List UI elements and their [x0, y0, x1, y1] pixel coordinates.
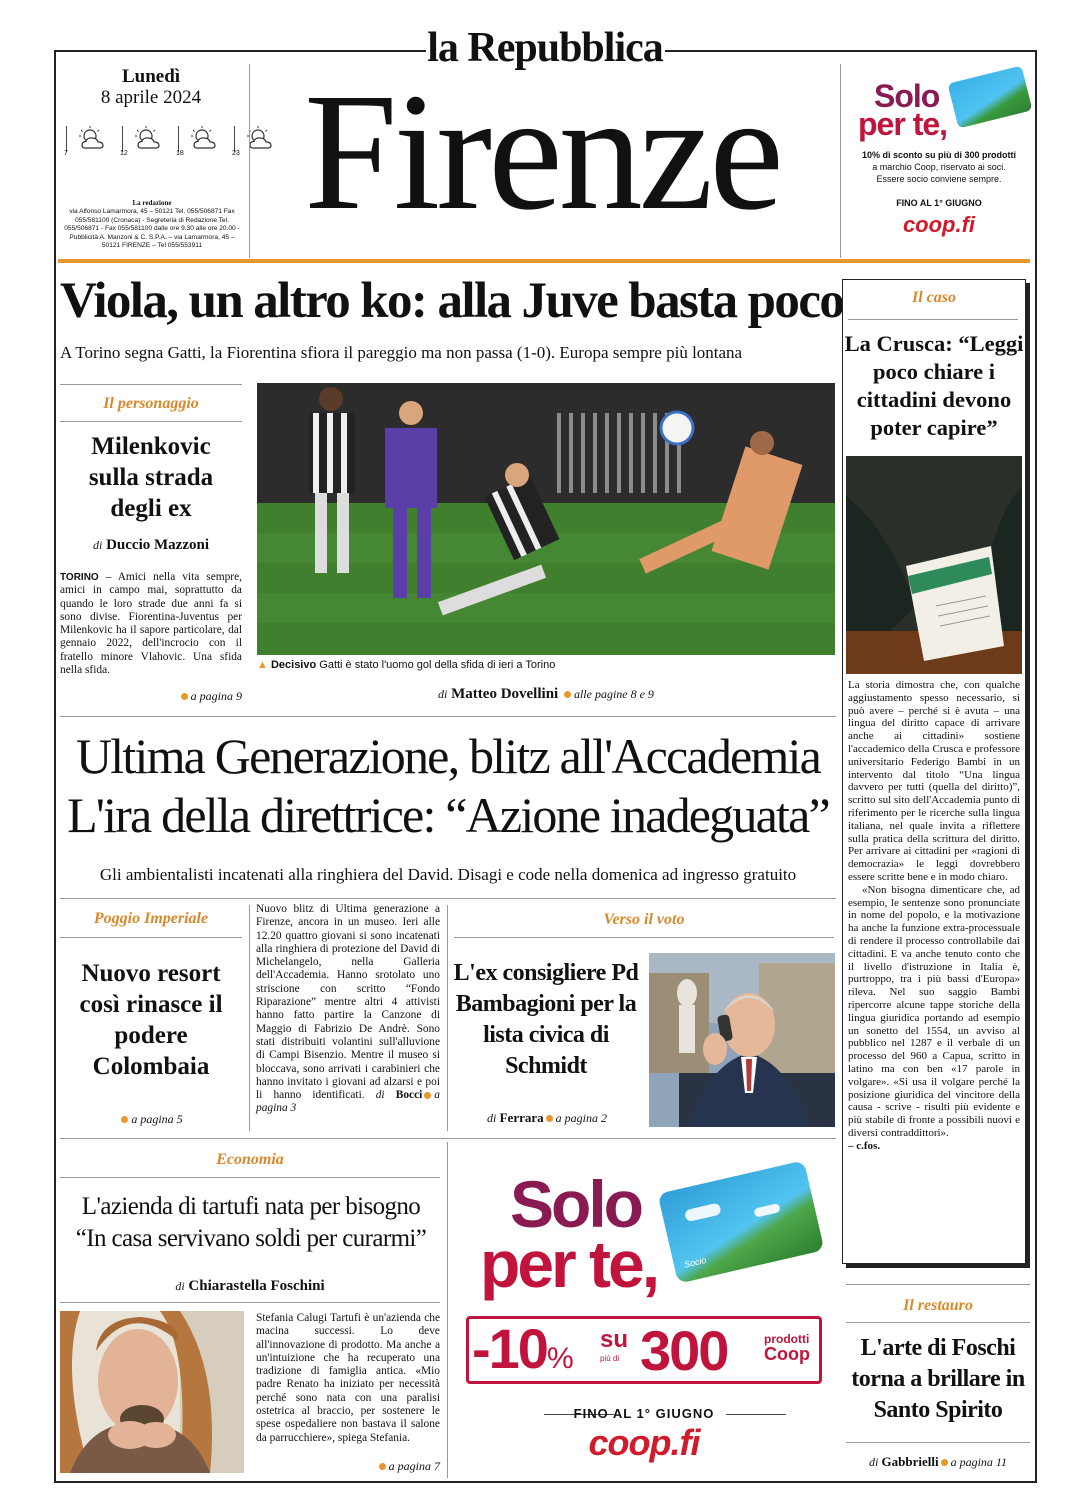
- big-ad-percent: %: [546, 1342, 574, 1375]
- page-bottom-rule: [54, 1481, 1037, 1483]
- lead-title: Viola, un altro ko: alla Juve basta poco: [60, 273, 844, 329]
- economia-divider: [447, 1142, 448, 1478]
- lead-bottom-rule: [60, 716, 836, 717]
- personaggio-top-rule: [60, 384, 242, 385]
- economia-byline-prefix: di: [175, 1279, 185, 1293]
- weather-hour: 18: [176, 150, 184, 157]
- big-ad-number: 300: [640, 1319, 728, 1382]
- economia-byline-name: Chiarastella Foschini: [188, 1278, 325, 1294]
- bullet-icon: [941, 1459, 948, 1466]
- lead-byline-name: Matteo Dovellini: [451, 686, 559, 702]
- lead-byline-ref: alle pagine 8 e 9: [573, 687, 654, 701]
- middle-bottom-rule: [60, 1138, 836, 1139]
- ad-left-divider: [840, 64, 841, 258]
- weather-slot: [176, 124, 232, 162]
- redazione-title: La redazione: [132, 199, 172, 207]
- weather-hour: 23: [232, 150, 240, 157]
- personaggio-byline-name: Duccio Mazzoni: [106, 537, 209, 553]
- big-ad-card-label: Socio: [683, 1254, 708, 1270]
- economia-photo: [60, 1311, 244, 1473]
- restauro-kicker-rule: [846, 1322, 1030, 1323]
- economia-byline-rule: [60, 1302, 440, 1303]
- top-ad-logo: coop.fi: [902, 212, 976, 237]
- caso-paragraph-2: «Non bisogna dimenticare che, ad esempio, le sentenze sono pronunciate in nome del popolo, e la motivazione ha anche la funzione extra-processuale di rendere il processo controllabile dai cittadini. E va anche tenuto conto che il livello d'istruzione in Italia è, purtroppo, tra i più bassi d'Europa» rileva. Nel suo saggio Bambi ripercorre alcune tappe storiche della lingua giuridica portando ad esempio un sonetto del 1554, un avviso al pubblico nel 1287 e il verbale di un processo del 960 a Capua, scritto in latino ma con ben «17 parole in volgare». «Si usa il volgare perché la posizione giuridica del vincitore della causa - scrive - risulti più evidente e più stabile di fronte a possibili nuovi e diversi contraddittori».: [848, 883, 1020, 1139]
- accademia-bottom-rule: [60, 898, 836, 899]
- lead-photo-caption: [257, 659, 835, 671]
- voto-photo-drawing: [649, 953, 835, 1127]
- top-ad-card: [948, 65, 1033, 128]
- weather-hour: 7: [64, 150, 68, 157]
- weather-divider: [122, 126, 123, 152]
- economia-text: Stefania Calugi Tartufi è un'azienda che macina successi. Lo deve all'innovazione di prodotto. Ma anche a un'intuizione che ha recuperato una tradizione di famiglia antica. «Mio padre Renato ha iniziato per necessità perché sono nata con una paralisi ostetrica al braccio, per sostenere le spese ospedaliere non bastava il salone da parrucchiere», spiega Stefania.: [256, 1312, 440, 1444]
- economia-ref-label: a pagina 7: [388, 1459, 440, 1473]
- voto-photo: [649, 953, 835, 1127]
- voto-byline-prefix: di: [487, 1111, 497, 1125]
- big-ad-su: su: [600, 1326, 629, 1353]
- caso-signature: – c.fos.: [848, 1139, 881, 1152]
- caso-photo-drawing: [846, 456, 1022, 674]
- big-ad-coop: Coop: [764, 1344, 810, 1364]
- personaggio-title: Milenkovic sulla strada degli ex: [88, 433, 214, 522]
- top-ad-headline-1: Solo: [874, 78, 940, 114]
- top-ad-line-3: Essere socio conviene sempre.: [876, 174, 1002, 184]
- poggio-title: Nuovo resort così rinasce il podere Colombaia: [79, 960, 223, 1080]
- lead-caption-bold: Decisivo: [270, 659, 317, 671]
- caso-title: La Crusca: “Leggi poco chiare i cittadini devono poter capire”: [844, 331, 1024, 440]
- masthead-top-rule-left: [54, 50, 426, 52]
- economia-ref[interactable]: [256, 1459, 440, 1474]
- restauro-kicker: Il restauro: [903, 1297, 973, 1314]
- economia-photo-drawing: [60, 1311, 244, 1473]
- partly-cloudy-icon: [188, 126, 222, 152]
- big-ad-card: [658, 1160, 825, 1283]
- date-full: 8 aprile 2024: [100, 87, 202, 108]
- weather-slot: [64, 124, 120, 162]
- lead-photo-drawing: [257, 383, 835, 655]
- accademia-byline-prefix: di: [375, 1089, 385, 1102]
- datebox-divider: [249, 64, 250, 258]
- bullet-icon: [121, 1116, 128, 1123]
- restauro-top-rule: [846, 1284, 1030, 1285]
- personaggio-body: – Amici nella vita sempre, amici in campo mai, soprattutto da quando le loro strade due anni fa si sono divise. Fiorentina-Juventus per Milenkovic ha il sapore particolare, dal gennaio 2022, dell'incrocio con il fratello minore Vlahovic. Una sfida nella sfida.: [60, 571, 242, 677]
- economia-kicker-rule: [60, 1177, 440, 1178]
- restauro-byline-name: Gabbrielli: [881, 1454, 939, 1469]
- big-ad-cloud-icon: [684, 1202, 722, 1222]
- caso-kicker-rule: [848, 319, 1018, 320]
- big-ad-discount-value: -10: [472, 1317, 547, 1380]
- voto-byline[interactable]: [452, 1110, 642, 1126]
- weather-divider: [178, 126, 179, 152]
- accademia-body: Nuovo blitz di Ultima generazione a Firenze, ancora in un museo. Ieri alle 12.20 quattro giovani si sono incatenati alla ringhiera di protezione del David di Michelangelo, nella Galleria dell'Accademia. Hanno srotolato uno striscione con scritto “Fondo Riparazione” mentre altri 4 attivisti hanno fatto partire la Canzone di Maggio di Fabrizio De Andrè. Sono stati distribuiti volantini sull'alluvione di Campi Bisenzio. Mentre il museo si bloccava, sono arrivati i carabinieri che hanno invitato i giovani ad alzarsi e poi li hanno identificati.: [256, 903, 440, 1102]
- caso-paragraph-1: La storia dimostra che, con qualche aggiustamento spesso necessario, si può avere – perché si è avuta – una lingua del diritto capace di arrivare anche ai cittadini» sostiene l'accademico della Crusca e professore universitario Federigo Bambi in un intervento dal titolo “Una lingua davvero per tutti (quella del diritto)”, scritto sul sito dell'Accademia punto di riferimento per le ricerche sulla lingua italiana, nel quale invita a riflettere sulla pratica della scrittura del diritto. Per arrivare ai cittadini per «ragioni di democrazia» le leggi dovrebbero essere scritte bene e in modo chiaro.: [848, 679, 1020, 883]
- edition-title: Firenze: [304, 59, 780, 245]
- poggio-ref[interactable]: [60, 1112, 242, 1127]
- accademia-subtitle: Gli ambientalisti incatenati alla ringhiera del David. Disagi e code nella domenica ad ingresso gratuito: [99, 865, 797, 884]
- personaggio-ref[interactable]: [60, 689, 242, 704]
- weather-divider: [66, 126, 67, 152]
- caso-kicker: Il caso: [912, 289, 956, 306]
- masthead-right-border: [1035, 50, 1037, 1482]
- restauro-title: L'arte di Foschi torna a brillare in Santo Spirito: [851, 1335, 1025, 1423]
- accademia-title-2: L'ira della direttrice: “Azione inadeguata”: [67, 787, 829, 843]
- accademia-ref[interactable]: a pagina 3: [256, 1089, 440, 1115]
- brand-logo: la Repubblica: [427, 25, 663, 71]
- voto-title: L'ex consigliere Pd Bambagioni per la lista civica di Schmidt: [453, 960, 639, 1079]
- economia-title-2: “In casa servivano soldi per curarmi”: [75, 1225, 427, 1252]
- restauro-byline[interactable]: [846, 1454, 1030, 1470]
- bullet-icon: [379, 1463, 386, 1470]
- poggio-kicker: Poggio Imperiale: [93, 910, 209, 927]
- top-ad-line-1: 10% di sconto su più di 300 prodotti: [861, 150, 1016, 160]
- accademia-byline-name: Bocci: [395, 1089, 423, 1102]
- date-day: Lunedì: [121, 66, 181, 87]
- bullet-icon: [564, 691, 571, 698]
- economia-kicker: Economia: [216, 1151, 284, 1168]
- top-ad-headline-2: per te,: [858, 106, 948, 142]
- top-ad-until: FINO AL 1° GIUGNO: [896, 198, 982, 208]
- poggio-ref-label: a pagina 5: [131, 1112, 183, 1126]
- top-ad-line-2: a marchio Coop, riservato ai soci.: [872, 162, 1006, 172]
- weather-divider: [234, 126, 235, 152]
- caso-photo: [846, 456, 1022, 674]
- lead-photo: [257, 383, 835, 655]
- masthead-left-border: [54, 50, 56, 1482]
- voto-kicker: Verso il voto: [603, 911, 685, 928]
- lead-byline[interactable]: [257, 686, 835, 703]
- accademia-divider: [447, 905, 448, 1131]
- personaggio-byline: [60, 537, 242, 554]
- personaggio-kicker: Il personaggio: [103, 395, 199, 412]
- restauro-bottom-rule: [846, 1442, 1030, 1443]
- masthead-top-rule-right: [665, 50, 1037, 52]
- big-ad-until: FINO AL 1° GIUGNO: [573, 1406, 715, 1421]
- personaggio-dateline: TORINO: [60, 572, 99, 583]
- personaggio-ref-label: a pagina 9: [190, 689, 242, 703]
- weather-slot: [120, 124, 176, 162]
- lead-caption-text: Gatti è stato l'uomo gol della sfida di ieri a Torino: [319, 659, 556, 671]
- restauro-ref: a pagina 11: [950, 1455, 1008, 1469]
- economia-byline: [60, 1278, 440, 1295]
- big-ad-cloud-icon: [753, 1203, 780, 1218]
- big-ad-headline-1: Solo: [510, 1167, 641, 1241]
- personaggio-text: [60, 571, 242, 677]
- big-ad-discount: [472, 1316, 574, 1381]
- partly-cloudy-icon: [132, 126, 166, 152]
- personaggio-byline-prefix: di: [93, 538, 103, 552]
- bullet-icon: [546, 1115, 553, 1122]
- big-ad-headline-2: per te,: [480, 1227, 658, 1301]
- voto-ref: a pagina 2: [555, 1111, 607, 1125]
- restauro-byline-prefix: di: [868, 1455, 879, 1469]
- personaggio-kicker-rule: [60, 421, 242, 422]
- caption-triangle-icon: ▲: [257, 659, 268, 671]
- accademia-title-1: Ultima Generazione, blitz all'Accademia: [76, 728, 820, 784]
- poggio-divider: [249, 905, 250, 1131]
- weather-strip: [64, 124, 244, 162]
- big-ad-piu-di: più di: [600, 1354, 620, 1363]
- accademia-text: [256, 903, 440, 1116]
- partly-cloudy-icon: [76, 126, 110, 152]
- voto-kicker-rule: [454, 937, 834, 938]
- big-ad-logo: coop.fi: [588, 1422, 700, 1463]
- weather-hour: 12: [120, 150, 128, 157]
- economia-title-1: L'azienda di tartufi nata per bisogno: [81, 1193, 421, 1220]
- lead-subtitle: A Torino segna Gatti, la Fiorentina sfiora il pareggio ma non passa (1-0). Europa sempre più lontana: [60, 343, 743, 362]
- big-ad[interactable]: [454, 1148, 834, 1478]
- redazione-text: via Alfonso Lamarmora, 45 – 50121 Tel. 055/506871 Fax 055/581100 (Cronaca) - Segreteria di Redazione Tel. 055/506871 - Fax 055/581100 dalle ore 9.30 alle ore 20.00 - Pubblicità A. Manzoni & C. S.P.A. – via Lamarmora, 45 – 50121 FIRENZE – Tel 055/553911: [64, 208, 240, 250]
- bullet-icon: [181, 693, 188, 700]
- top-ad[interactable]: [846, 64, 1032, 260]
- big-ad-prodotti: prodotti: [764, 1332, 810, 1346]
- masthead-orange-rule: [58, 259, 1030, 263]
- bullet-icon: [424, 1092, 431, 1099]
- voto-byline-name: Ferrara: [499, 1110, 544, 1125]
- poggio-kicker-rule: [60, 937, 242, 938]
- lead-byline-prefix: di: [438, 687, 448, 701]
- caso-text: [848, 679, 1020, 1152]
